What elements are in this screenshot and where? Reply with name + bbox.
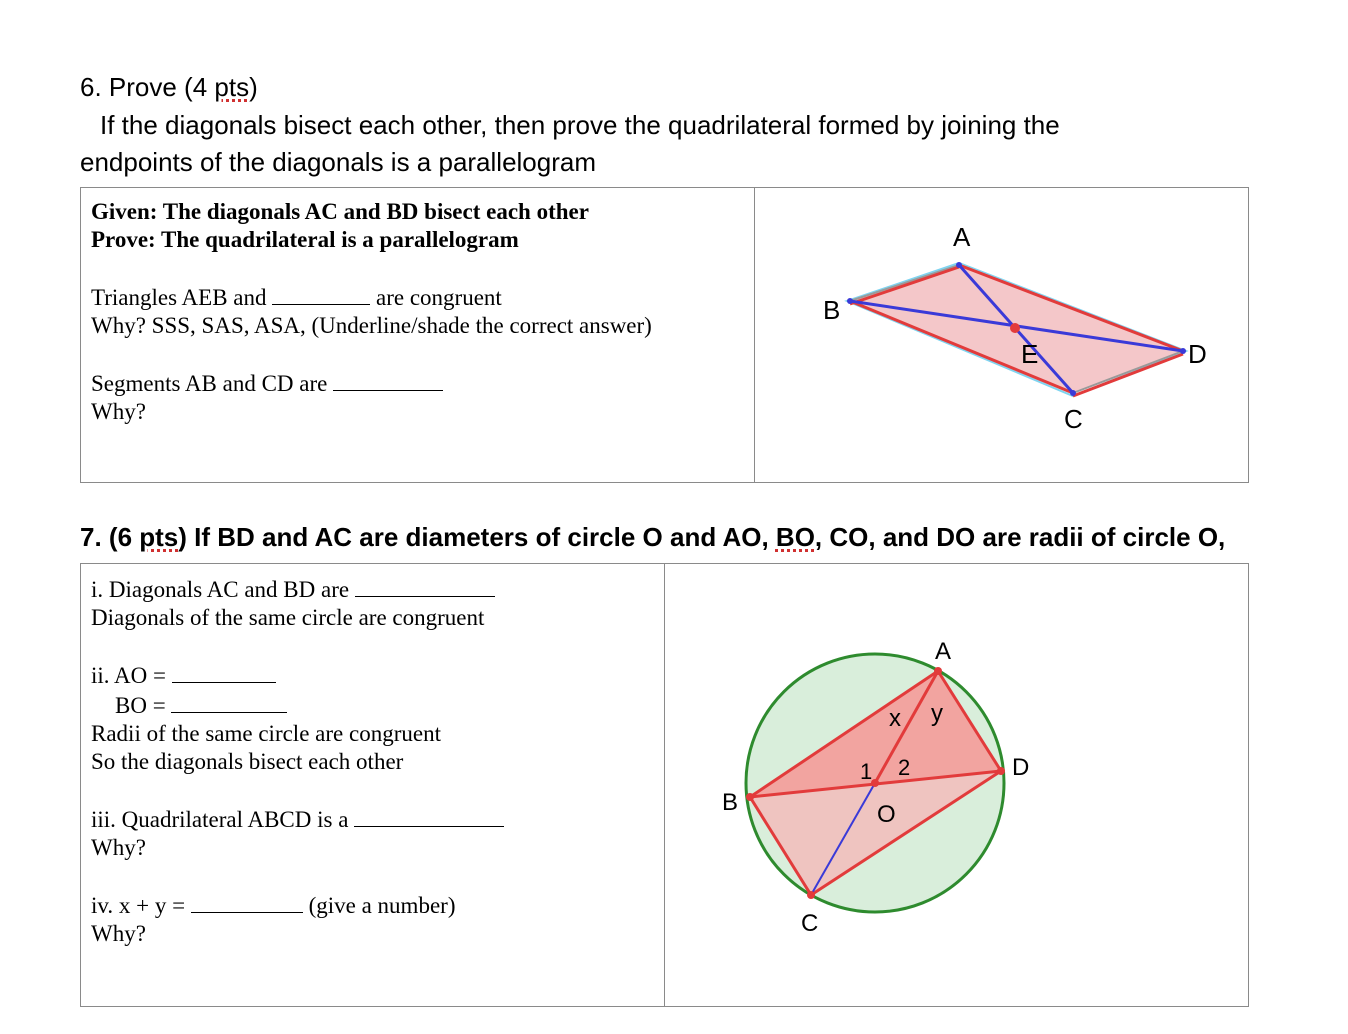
q7-heading-suffix: , CO, and DO are radii of circle O, [814, 522, 1226, 552]
q7-iv-line [91, 890, 654, 920]
q7-i-reason: Diagonals of the same circle are congruent [91, 605, 485, 630]
q7-heading-bo: BO [775, 522, 815, 552]
q6-prove: Prove: The quadrilateral is a parallelogram [91, 227, 519, 252]
q6-why-options[interactable]: Why? SSS, SAS, ASA, (Underline/shade the correct answer) [91, 313, 652, 338]
q7-i-text: i. Diagonals AC and BD are [91, 577, 355, 602]
q7-label-d: D [1011, 754, 1030, 781]
q6-label-c: C [1063, 404, 1083, 434]
q7-iv-blank[interactable] [191, 890, 303, 913]
q7-ii-bo-blank[interactable] [171, 690, 287, 713]
q6-point-a [956, 262, 962, 268]
q7-proof-cell [81, 564, 665, 1007]
q6-point-e [1010, 323, 1020, 333]
q7-point-c [807, 891, 815, 899]
q6-parallelogram-diagram [755, 188, 1249, 484]
q7-label-2: 2 [897, 755, 911, 780]
q6-label-e: E [1020, 339, 1039, 369]
q7-iii-blank[interactable] [354, 804, 504, 827]
q6-triangles-blank[interactable] [272, 282, 370, 305]
q7-iii-why: Why? [91, 835, 146, 860]
q7-circle-diagram [665, 564, 1249, 1008]
q7-label-o: O [876, 801, 896, 828]
q7-ii-bo-line [91, 690, 654, 720]
q6-diagram-cell [754, 188, 1248, 483]
q6-point-c [1070, 390, 1076, 396]
q7-heading [80, 520, 1225, 554]
q7-point-d [997, 767, 1005, 775]
q7-ii-ao-blank[interactable] [172, 660, 276, 683]
q6-triangles-after: are congruent [370, 285, 502, 310]
q6-label-b: B [822, 295, 841, 325]
q6-label-a: A [952, 222, 971, 252]
q7-iii-text: iii. Quadrilateral ABCD is a [91, 807, 355, 832]
q6-why: Why? [91, 399, 146, 424]
q7-point-b [746, 793, 754, 801]
q7-label-y: y [930, 700, 943, 727]
q7-iv-text: iv. x + y = [91, 893, 191, 918]
q7-label-x: x [888, 705, 901, 732]
q6-proof-cell [81, 188, 755, 483]
q7-point-a [934, 667, 942, 675]
q7-ii-ao-line [91, 660, 654, 690]
q7-ii-bo-text: BO = [115, 693, 172, 718]
q7-ii-ao-text: ii. AO = [91, 663, 172, 688]
q6-description-line2: endpoints of the diagonals is a parallelogram [80, 147, 597, 177]
q7-label-a: A [934, 638, 951, 665]
q7-i-line [91, 574, 654, 604]
q7-ii-reason1: Radii of the same circle are congruent [91, 721, 441, 746]
q6-description-line1: If the diagonals bisect each other, then prove the quadrilateral formed by joining the [100, 110, 1060, 140]
q6-description [80, 107, 1200, 181]
q7-label-b: B [721, 789, 738, 816]
q6-heading-pts: pts [214, 72, 250, 102]
q6-triangles-line [91, 282, 744, 312]
q6-given: Given: The diagonals AC and BD bisect each other [91, 199, 589, 224]
q6-point-d [1180, 348, 1186, 354]
q7-iii-line [91, 804, 654, 834]
q6-label-d: D [1187, 339, 1207, 369]
q6-triangles-text: Triangles AEB and [91, 285, 273, 310]
q7-heading-pts: pts [139, 522, 179, 552]
q6-heading-suffix: ) [249, 72, 258, 102]
q6-point-b [847, 298, 853, 304]
q6-heading-prefix: 6. Prove (4 [80, 72, 215, 102]
q7-diagram-cell [664, 564, 1248, 1007]
q6-heading [80, 70, 258, 104]
q7-heading-prefix: 7. (6 [80, 522, 140, 552]
q7-iv-why: Why? [91, 921, 146, 946]
q7-table [80, 563, 1249, 1007]
q7-ii-reason2: So the diagonals bisect each other [91, 749, 404, 774]
q7-i-blank[interactable] [355, 574, 495, 597]
q7-heading-mid: ) If BD and AC are diameters of circle O and AO, [178, 522, 776, 552]
q6-segments-text: Segments AB and CD are [91, 371, 334, 396]
q7-label-1: 1 [859, 759, 873, 784]
q7-iv-after: (give a number) [302, 893, 456, 918]
q6-segments-line [91, 368, 744, 398]
q6-segments-blank[interactable] [333, 368, 443, 391]
q7-label-c: C [800, 910, 819, 937]
q6-table [80, 187, 1249, 483]
